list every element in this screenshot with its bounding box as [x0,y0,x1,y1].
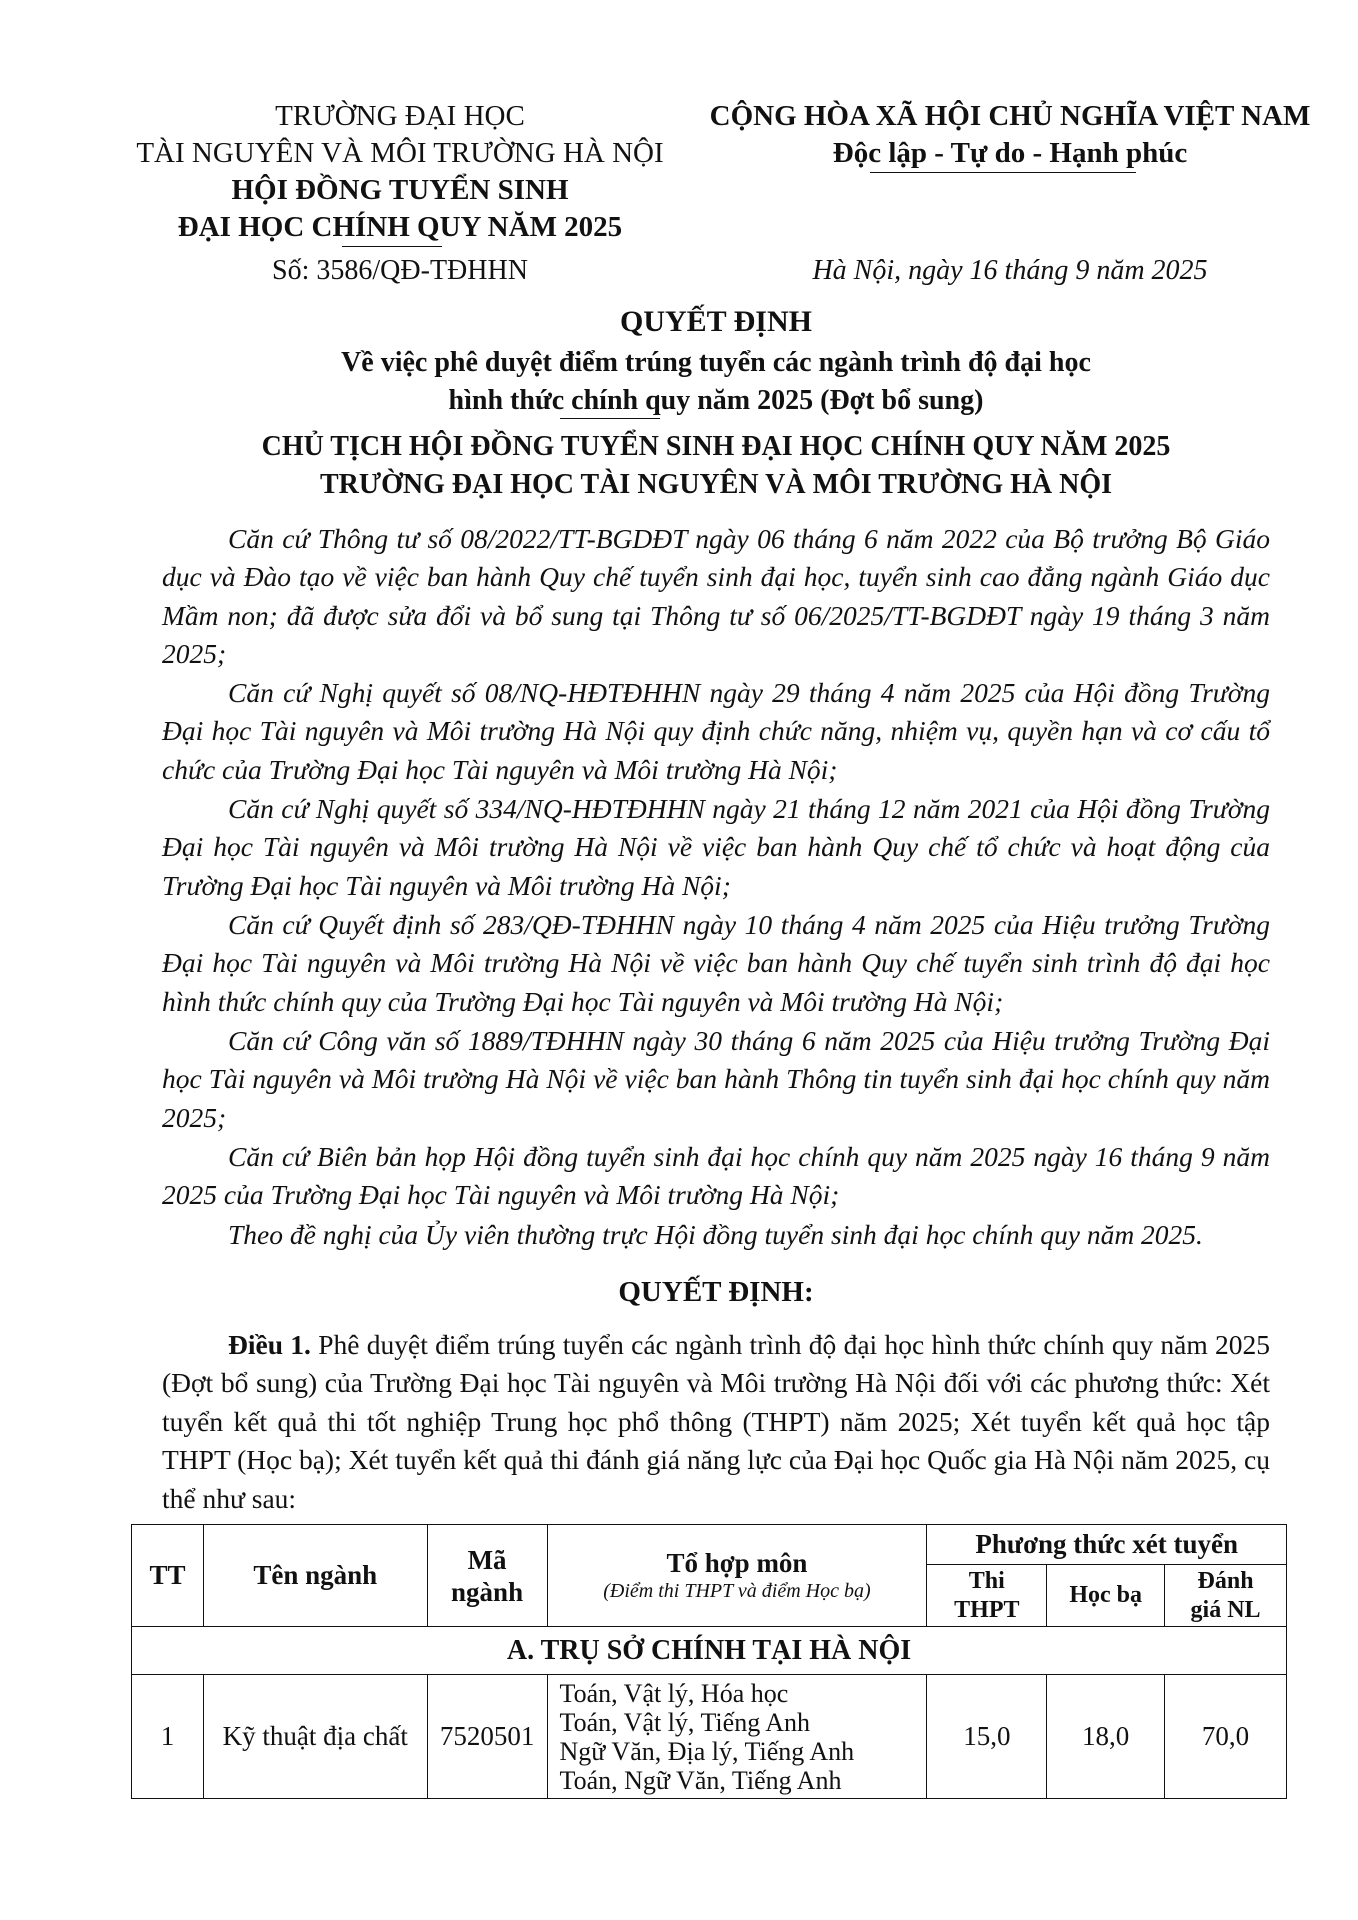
row-hocba-score: 18,0 [1047,1675,1165,1799]
preamble-4: Căn cứ Quyết định số 283/QĐ-TĐHHN ngày 10 tháng 4 năm 2025 của Hiệu trưởng Trường Đại học Tài nguyên và Môi trường Hà Nội về việc ban hành Quy chế tuyển sinh trình độ đại học hình thức chính quy của Trường Đại học Tài nguyên và Môi trường Hà Nội; [162,909,1270,1017]
combo-item: Toán, Vật lý, Tiếng Anh [559,1707,811,1737]
col-code-header-line1: Mã [467,1544,507,1575]
preamble-2: Căn cứ Nghị quyết số 08/NQ-HĐTĐHHN ngày 29 tháng 4 năm 2025 của Hội đồng Trường Đại học Tài nguyên và Môi trường Hà Nội quy định chức năng, nhiệm vụ, quyền hạn và cơ cấu tổ chức của Trường Đại học Tài nguyên và Môi trường Hà Nội; [162,677,1270,785]
row-combos [547,1675,927,1799]
row-tt: 1 [132,1675,204,1799]
col-name-header: Tên ngành [203,1525,427,1627]
admission-score-table [131,1524,1287,1799]
table-section-row [132,1627,1287,1675]
preamble-6: Căn cứ Biên bản họp Hội đồng tuyển sinh đại học chính quy năm 2025 ngày 16 tháng 9 năm 2025 của Trường Đại học Tài nguyên và Môi trường Hà Nội; [162,1141,1270,1211]
col-nl-line2: giá NL [1190,1596,1261,1623]
article-1 [162,1326,1270,1518]
document-number: Số: 3586/QĐ-TĐHHN [272,255,528,286]
council-line1: HỘI ĐỒNG TUYỂN SINH [231,174,569,206]
school-line1: TRƯỜNG ĐẠI HỌC [275,100,525,132]
school-header [130,98,670,246]
authority-line1: CHỦ TỊCH HỘI ĐỒNG TUYỂN SINH ĐẠI HỌC CHÍNH QUY NĂM 2025 [261,431,1171,462]
title-rule [560,418,660,419]
article-1-label: Điều 1. [228,1329,311,1360]
subject-line1: Về việc phê duyệt điểm trúng tuyển các ngành trình độ đại học [341,347,1091,378]
row-code: 7520501 [427,1675,547,1799]
authority [162,428,1270,504]
row-name: Kỹ thuật địa chất [203,1675,427,1799]
col-hocba-header: Học bạ [1047,1565,1165,1627]
preamble-3: Căn cứ Nghị quyết số 334/NQ-HĐTĐHHN ngày 21 tháng 12 năm 2021 của Hội đồng Trường Đại học Tài nguyên và Môi trường Hà Nội về việc ban hành Quy chế tổ chức và hoạt động của Trường Đại học Tài nguyên và Môi trường Hà Nội; [162,793,1270,901]
decision-subject [162,344,1270,420]
col-thpt-header [927,1565,1047,1627]
header-left-rule [342,246,442,247]
col-combo-note: (Điểm thi THPT và điểm Học bạ) [603,1580,871,1602]
preamble-1: Căn cứ Thông tư số 08/2022/TT-BGDĐT ngày 06 tháng 6 năm 2022 của Bộ trưởng Bộ Giáo dục và Đào tạo về việc ban hành Quy chế tuyển sinh đại học, tuyển sinh cao đẳng ngành Giáo dục Mầm non; đã được sửa đổi và bổ sung tại Thông tư số 06/2025/TT-BGDĐT ngày 19 tháng 3 năm 2025; [162,523,1270,670]
col-code-header-line2: ngành [451,1576,524,1607]
combo-item: Ngữ Văn, Địa lý, Tiếng Anh [559,1736,855,1766]
document-date: Hà Nội, ngày 16 tháng 9 năm 2025 [812,255,1208,286]
col-thpt-line2: THPT [954,1596,1020,1623]
school-line2: TÀI NGUYÊN VÀ MÔI TRƯỜNG HÀ NỘI [136,137,664,169]
col-thpt-line1: Thi [968,1567,1005,1594]
state-motto: Độc lập - Tự do - Hạnh phúc [832,137,1188,169]
table-row [132,1675,1287,1799]
col-nl-line1: Đánh [1197,1567,1254,1594]
council-line2: ĐẠI HỌC CHÍNH QUY NĂM 2025 [177,211,623,243]
state-line1: CỘNG HÒA XÃ HỘI CHỦ NGHĨA VIỆT NAM [709,100,1311,132]
combo-item: Toán, Vật lý, Hóa học [559,1678,789,1708]
col-nl-header [1165,1565,1287,1627]
section-heading: A. TRỤ SỞ CHÍNH TẠI HÀ NỘI [132,1627,1287,1675]
preamble-5: Căn cứ Công văn số 1889/TĐHHN ngày 30 tháng 6 năm 2025 của Hiệu trưởng Trường Đại học Tài nguyên và Môi trường Hà Nội về việc ban hành Thông tin tuyển sinh đại học chính quy năm 2025; [162,1025,1270,1133]
row-thpt-score: 15,0 [927,1675,1047,1799]
preamble-7: Theo đề nghị của Ủy viên thường trực Hội đồng tuyển sinh đại học chính quy năm 2025. [228,1219,1203,1250]
combo-item: Toán, Ngữ Văn, Tiếng Anh [559,1765,842,1795]
state-header [690,98,1330,172]
header-right-rule [870,172,1136,173]
row-nl-score: 70,0 [1165,1675,1287,1799]
article-1-text: Phê duyệt điểm trúng tuyển các ngành trình độ đại học hình thức chính quy năm 2025 (Đợt bổ sung) của Trường Đại học Tài nguyên và Môi trường Hà Nội đối với các phương thức: Xét tuyển kết quả thi tốt nghiệp Trung học phổ thông (THPT) năm 2025; Xét tuyển kết quả học tập THPT (Học bạ); Xét tuyển kết quả thi đánh giá năng lực của Đại học Quốc gia Hà Nội năm 2025, cụ thể như sau: [162,1329,1271,1514]
decision-title: QUYẾT ĐỊNH [620,305,812,338]
authority-line2: TRƯỜNG ĐẠI HỌC TÀI NGUYÊN VÀ MÔI TRƯỜNG HÀ NỘI [319,469,1113,500]
col-combo-title: Tổ hợp môn [666,1548,808,1578]
col-combo-header [547,1525,927,1627]
table-header-row-1 [132,1525,1287,1565]
col-methods-header: Phương thức xét tuyển [927,1525,1287,1565]
subject-line2: hình thức chính quy năm 2025 (Đợt bổ sung) [448,385,984,416]
col-code-header [427,1525,547,1627]
col-tt-header: TT [132,1525,204,1627]
decision-heading: QUYẾT ĐỊNH: [618,1276,814,1308]
